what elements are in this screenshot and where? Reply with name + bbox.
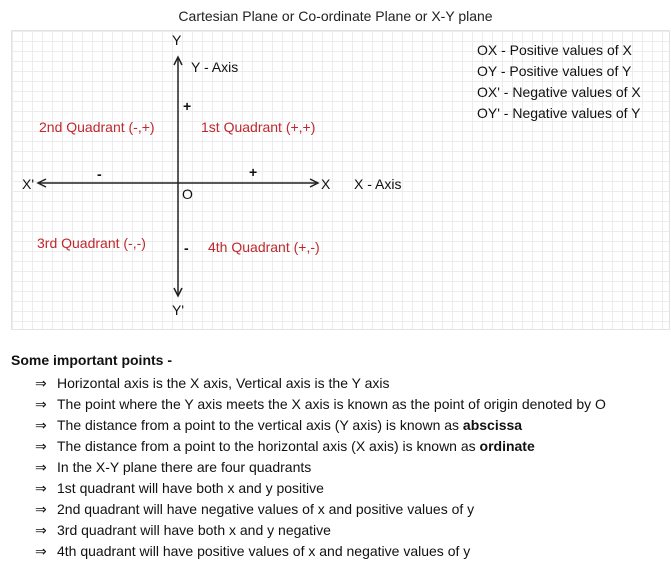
legend-item: OY - Positive values of Y bbox=[477, 63, 632, 79]
legend-item: OY' - Negative values of Y bbox=[477, 105, 641, 121]
legend-item: OX - Positive values of X bbox=[477, 42, 632, 58]
list-item bbox=[35, 541, 606, 562]
y-label: Y bbox=[172, 32, 182, 48]
implies-arrow-icon: ⇒ bbox=[35, 396, 47, 412]
quadrant-2-label: 2nd Quadrant (-,+) bbox=[39, 119, 155, 135]
point-text: 4th quadrant will have positive values of x and negative values of y bbox=[57, 543, 471, 559]
implies-arrow-icon: ⇒ bbox=[35, 438, 47, 454]
x-axis-label: X - Axis bbox=[354, 176, 402, 192]
y-minus-sign: - bbox=[184, 240, 189, 256]
quadrant-3-label: 3rd Quadrant (-,-) bbox=[37, 235, 146, 251]
x-minus-sign: - bbox=[97, 166, 102, 182]
list-item bbox=[35, 478, 606, 499]
y-plus-sign: + bbox=[183, 98, 192, 114]
point-text: In the X-Y plane there are four quadrants bbox=[57, 459, 312, 475]
point-text: 1st quadrant will have both x and y positive bbox=[57, 480, 324, 496]
implies-arrow-icon: ⇒ bbox=[35, 543, 47, 559]
list-item bbox=[35, 520, 606, 541]
list-item bbox=[35, 373, 606, 394]
list-item bbox=[35, 457, 606, 478]
point-text: 3rd quadrant will have both x and y negative bbox=[57, 522, 331, 538]
diagram-title: Cartesian Plane or Co-ordinate Plane or X-Y plane bbox=[178, 8, 493, 24]
implies-arrow-icon: ⇒ bbox=[35, 501, 47, 517]
y-axis-label: Y - Axis bbox=[191, 59, 239, 75]
points-list bbox=[35, 373, 606, 562]
x-prime-label: X' bbox=[22, 176, 35, 192]
points-heading: Some important points - bbox=[11, 352, 172, 368]
point-text: Horizontal axis is the X axis, Vertical axis is the Y axis bbox=[57, 375, 390, 391]
axis-legend bbox=[477, 40, 641, 124]
point-bold-term: abscissa bbox=[462, 417, 523, 433]
implies-arrow-icon: ⇒ bbox=[35, 480, 47, 496]
x-plus-sign: + bbox=[249, 164, 258, 180]
x-label: X bbox=[321, 176, 331, 192]
implies-arrow-icon: ⇒ bbox=[35, 522, 47, 538]
point-text: The distance from a point to the horizontal axis (X axis) is known as bbox=[57, 438, 480, 454]
y-prime-label: Y' bbox=[172, 302, 185, 318]
implies-arrow-icon: ⇒ bbox=[35, 375, 47, 391]
list-item bbox=[35, 436, 606, 457]
point-bold-term: ordinate bbox=[479, 438, 535, 454]
implies-arrow-icon: ⇒ bbox=[35, 417, 47, 433]
legend-item: OX' - Negative values of X bbox=[477, 84, 641, 100]
list-item bbox=[35, 415, 606, 436]
quadrant-1-label: 1st Quadrant (+,+) bbox=[201, 119, 316, 135]
point-text: The point where the Y axis meets the X axis is known as the point of origin denoted by O bbox=[57, 396, 606, 412]
implies-arrow-icon: ⇒ bbox=[35, 459, 47, 475]
point-text: The distance from a point to the vertical axis (Y axis) is known as bbox=[57, 417, 463, 433]
list-item bbox=[35, 499, 606, 520]
origin-label: O bbox=[182, 186, 193, 202]
list-item bbox=[35, 394, 606, 415]
quadrant-4-label: 4th Quadrant (+,-) bbox=[208, 239, 320, 255]
point-text: 2nd quadrant will have negative values of x and positive values of y bbox=[57, 501, 475, 517]
